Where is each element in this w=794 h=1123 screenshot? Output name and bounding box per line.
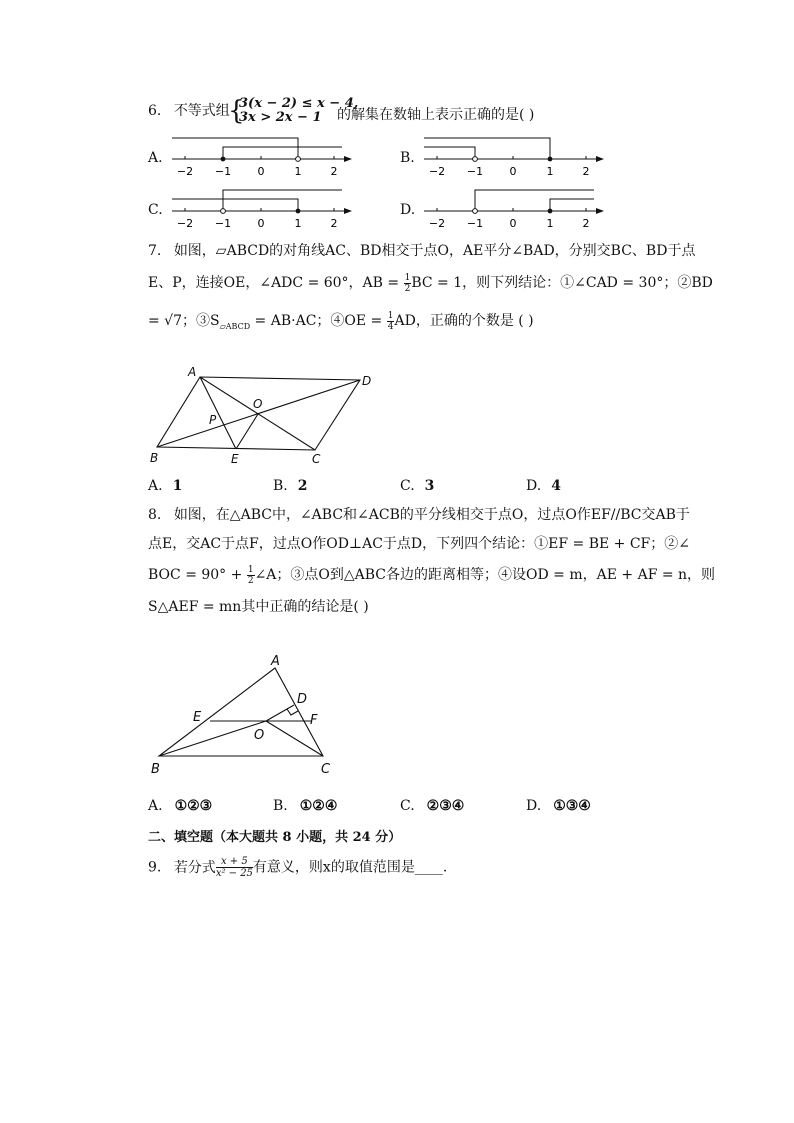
point-label: O xyxy=(253,397,263,411)
q8-number: 8. xyxy=(148,507,162,523)
tick-label: −2 xyxy=(176,165,194,178)
tick-label: 0 xyxy=(257,217,265,230)
point-label: C xyxy=(321,762,331,777)
q6-inequality-1: 3(x − 2) ≤ x − 4, xyxy=(239,96,359,111)
fraction: $\frac{1}{4}$ xyxy=(387,310,394,332)
tick-label: −2 xyxy=(428,165,446,178)
tick-label: −1 xyxy=(214,165,232,178)
point-label: B xyxy=(151,762,160,777)
q8-line-4: S△AEF = mn其中正确的结论是( ) xyxy=(148,599,369,615)
q8-choice-c[interactable]: C. ②③④ xyxy=(400,798,465,814)
q6-option-c-label[interactable]: C. xyxy=(148,202,163,218)
q7-number: 7. xyxy=(148,243,162,259)
fraction: $\frac{1}{2}$ xyxy=(247,564,254,586)
tick-label: 1 xyxy=(294,165,302,178)
tick-label: 1 xyxy=(294,217,302,230)
tick-label: −1 xyxy=(466,165,484,178)
section-heading: 二、填空题（本大题共 8 小题，共 24 分） xyxy=(148,830,402,845)
q6-system-brace: { xyxy=(228,96,245,126)
point-label: E xyxy=(193,710,202,725)
point-label: A xyxy=(188,365,197,379)
q6-suffix: 的解集在数轴上表示正确的是( ) xyxy=(337,107,535,123)
point-label: P xyxy=(209,413,217,427)
fraction: $\frac{x + 5}{\text{x² − 25}}$ xyxy=(215,856,253,879)
point-label: D xyxy=(297,692,308,707)
q6-stem xyxy=(148,100,230,128)
number-line-a xyxy=(168,132,358,180)
point-label: D xyxy=(362,374,372,388)
q8-choice-b[interactable]: B. ①②④ xyxy=(273,798,338,814)
tick-label: 2 xyxy=(330,217,338,230)
q7-line-3: = √7；$③S_{▱ABCD} = AB\cdot AC$；④OE = $\frac{1}{4}$ AD，正确的个数是 ( ) xyxy=(148,310,534,332)
q9-number: 9. xyxy=(148,859,162,876)
tick-label: −1 xyxy=(214,217,232,230)
q8-line-2: 点E，交AC于点F，过点O作OD⊥AC于点D，下列四个结论：①EF = BE + CF；②∠ xyxy=(148,536,691,552)
q6-option-b-label[interactable]: B. xyxy=(400,150,415,166)
q7-line-2: E、P，连接OE，∠ADC = 60°，AB = $\frac{1}{2}$ BC = 1，则下列结论：①∠CAD = 30°；②BD xyxy=(148,272,713,294)
number-line-d xyxy=(420,184,610,232)
point-label: C xyxy=(312,452,321,466)
q8-line-3: BOC = 90° + $\frac{1}{2}$ ∠A；③点O到△ABC各边的距离相等；④设OD = m，AE + AF = n，则 xyxy=(148,564,716,586)
point-label: A xyxy=(271,654,280,669)
q6-prefix: 不等式组 xyxy=(173,103,230,119)
q6-option-d-label[interactable]: D. xyxy=(400,202,416,218)
q8-choice-a[interactable]: A. ①②③ xyxy=(148,798,213,814)
q6-number: 6. xyxy=(148,103,162,119)
q9-line: 9. 若分式 $\frac{x + 5}{\text{x² − 25}}$ 有意义，则x的取值范围是____. xyxy=(148,856,448,879)
point-label: F xyxy=(310,713,318,728)
q7-choice-a[interactable]: A. 1 xyxy=(148,478,183,494)
point-label: E xyxy=(231,452,239,466)
tick-label: 1 xyxy=(546,217,554,230)
tick-label: 0 xyxy=(509,217,517,230)
q7-choice-b[interactable]: B. 2 xyxy=(273,478,308,494)
number-line-c xyxy=(168,184,358,232)
point-label: B xyxy=(150,451,159,465)
point-label: O xyxy=(254,728,265,743)
tick-label: −2 xyxy=(176,217,194,230)
q7-line-1: 7. 如图，▱ABCD的对角线AC、BD相交于点O，AE平分∠BAD，分别交BC、BD于点 xyxy=(148,243,696,259)
q7-choice-d[interactable]: D. 4 xyxy=(526,478,561,494)
tick-label: −1 xyxy=(466,217,484,230)
tick-label: 0 xyxy=(509,165,517,178)
fraction: $\frac{1}{2}$ xyxy=(404,272,411,294)
q8-line-1: 8. 如图，在△ABC中，∠ABC和∠ACB的平分线相交于点O，过点O作EF//BC交AB于 xyxy=(148,507,690,523)
q7-parallelogram-figure xyxy=(145,362,385,470)
tick-label: −2 xyxy=(428,217,446,230)
tick-label: 0 xyxy=(257,165,265,178)
q8-triangle-figure xyxy=(145,648,345,780)
tick-label: 1 xyxy=(546,165,554,178)
tick-label: 2 xyxy=(582,165,590,178)
q7-choice-c[interactable]: C. 3 xyxy=(400,478,435,494)
q8-choice-d[interactable]: D. ①③④ xyxy=(526,798,591,814)
q6-inequality-2: 3x > 2x − 1 xyxy=(239,110,322,125)
number-line-b xyxy=(420,132,610,180)
tick-label: 2 xyxy=(330,165,338,178)
q6-option-a-label[interactable]: A. xyxy=(148,150,163,166)
tick-label: 2 xyxy=(582,217,590,230)
